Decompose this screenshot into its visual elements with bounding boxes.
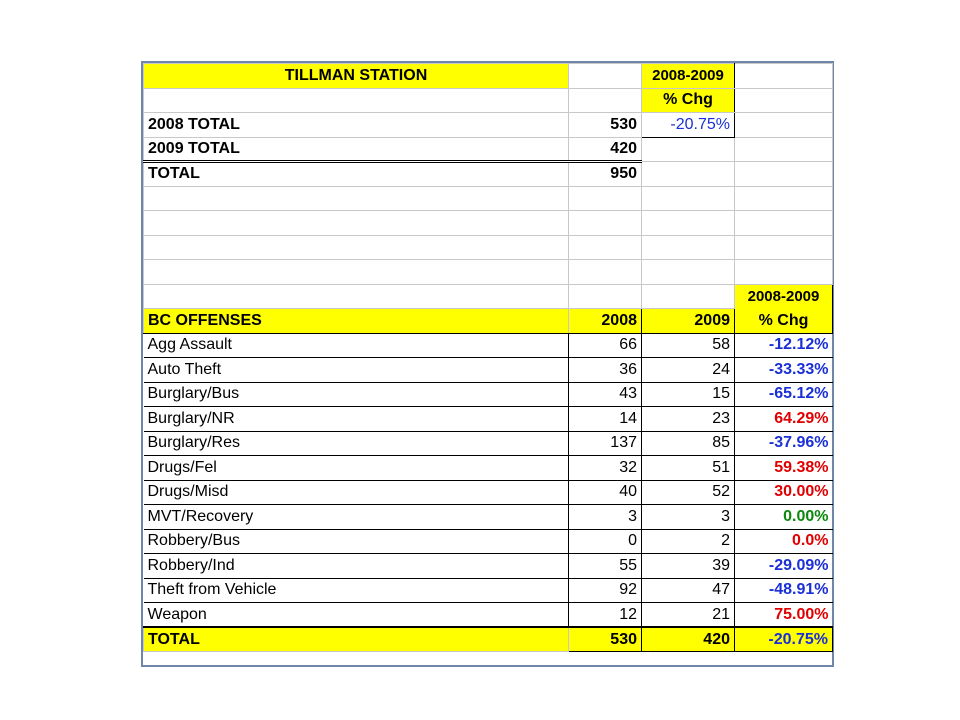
offenses-total-label[interactable]: TOTAL — [144, 627, 569, 652]
summary-header-row-2 — [144, 88, 833, 113]
offenses-col-2009[interactable]: 2009 — [642, 309, 735, 334]
summary-label[interactable]: 2008 TOTAL — [144, 113, 569, 138]
offense-2008[interactable]: 14 — [569, 407, 642, 432]
offense-name[interactable]: Auto Theft — [144, 358, 569, 383]
summary-value[interactable]: 530 — [569, 113, 642, 138]
offense-name[interactable]: Robbery/Ind — [144, 554, 569, 579]
offense-2009[interactable]: 85 — [642, 431, 735, 456]
offenses-pct-header-1[interactable]: 2008-2009 — [735, 284, 833, 309]
empty-cell[interactable] — [144, 284, 569, 309]
offense-pct[interactable]: -48.91% — [735, 578, 833, 603]
offense-2008[interactable]: 43 — [569, 382, 642, 407]
summary-pct[interactable]: -20.75% — [642, 113, 735, 138]
empty-cell[interactable] — [735, 235, 833, 260]
offense-pct[interactable]: 64.29% — [735, 407, 833, 432]
station-table — [143, 63, 833, 652]
empty-cell[interactable] — [569, 88, 642, 113]
empty-cell[interactable] — [735, 88, 833, 113]
offense-2008[interactable]: 0 — [569, 529, 642, 554]
offense-2009[interactable]: 39 — [642, 554, 735, 579]
offense-name[interactable]: Drugs/Misd — [144, 480, 569, 505]
offenses-total-2009[interactable]: 420 — [642, 627, 735, 652]
offense-rows — [144, 333, 833, 627]
offense-2009[interactable]: 23 — [642, 407, 735, 432]
offense-row — [144, 382, 833, 407]
empty-cell[interactable] — [735, 64, 833, 89]
blank-row — [144, 211, 833, 236]
offense-row — [144, 529, 833, 554]
offense-name[interactable]: Burglary/NR — [144, 407, 569, 432]
summary-row-2009 — [144, 137, 833, 162]
station-title[interactable]: TILLMAN STATION — [144, 64, 569, 89]
offenses-col-label[interactable]: BC OFFENSES — [144, 309, 569, 334]
empty-cell[interactable] — [735, 186, 833, 211]
offense-2008[interactable]: 3 — [569, 505, 642, 530]
offense-name[interactable]: Burglary/Bus — [144, 382, 569, 407]
empty-cell[interactable] — [144, 235, 569, 260]
empty-cell[interactable] — [569, 260, 642, 285]
offense-name[interactable]: Drugs/Fel — [144, 456, 569, 481]
offense-pct[interactable]: -29.09% — [735, 554, 833, 579]
empty-cell[interactable] — [569, 284, 642, 309]
summary-pct-header-1[interactable]: 2008-2009 — [642, 64, 735, 89]
empty-cell[interactable] — [144, 186, 569, 211]
offenses-pct-header-2[interactable]: % Chg — [735, 309, 833, 334]
offense-name[interactable]: Agg Assault — [144, 333, 569, 358]
offense-pct[interactable]: -65.12% — [735, 382, 833, 407]
summary-header-row — [144, 64, 833, 89]
offense-2009[interactable]: 15 — [642, 382, 735, 407]
offense-pct[interactable]: 59.38% — [735, 456, 833, 481]
offense-2008[interactable]: 36 — [569, 358, 642, 383]
offense-2008[interactable]: 92 — [569, 578, 642, 603]
empty-cell[interactable] — [642, 260, 735, 285]
offense-pct[interactable]: 30.00% — [735, 480, 833, 505]
offense-2009[interactable]: 21 — [642, 603, 735, 628]
offense-pct[interactable]: 0.0% — [735, 529, 833, 554]
blank-row — [144, 235, 833, 260]
empty-cell[interactable] — [569, 235, 642, 260]
blank-row — [144, 260, 833, 285]
offense-row — [144, 578, 833, 603]
empty-cell[interactable] — [642, 284, 735, 309]
empty-cell[interactable] — [569, 211, 642, 236]
empty-cell[interactable] — [569, 186, 642, 211]
summary-value[interactable]: 420 — [569, 137, 642, 162]
offenses-total-2008[interactable]: 530 — [569, 627, 642, 652]
blank-row — [144, 186, 833, 211]
empty-cell[interactable] — [144, 260, 569, 285]
offense-2009[interactable]: 51 — [642, 456, 735, 481]
summary-pct[interactable] — [642, 162, 735, 187]
empty-cell[interactable] — [144, 211, 569, 236]
offense-2009[interactable]: 47 — [642, 578, 735, 603]
summary-pct[interactable] — [642, 137, 735, 162]
offense-pct[interactable]: -12.12% — [735, 333, 833, 358]
empty-cell[interactable] — [144, 88, 569, 113]
offense-name[interactable]: Weapon — [144, 603, 569, 628]
summary-pct-header-2[interactable]: % Chg — [642, 88, 735, 113]
offense-2009[interactable]: 24 — [642, 358, 735, 383]
offense-name[interactable]: MVT/Recovery — [144, 505, 569, 530]
offense-name[interactable]: Theft from Vehicle — [144, 578, 569, 603]
offense-row — [144, 333, 833, 358]
empty-cell[interactable] — [642, 186, 735, 211]
summary-row-2008 — [144, 113, 833, 138]
offense-pct[interactable]: -33.33% — [735, 358, 833, 383]
offense-pct[interactable]: -37.96% — [735, 431, 833, 456]
offense-row — [144, 505, 833, 530]
offense-row — [144, 456, 833, 481]
offense-row — [144, 407, 833, 432]
offense-row — [144, 431, 833, 456]
offense-pct[interactable]: 75.00% — [735, 603, 833, 628]
offense-2009[interactable]: 2 — [642, 529, 735, 554]
offense-row — [144, 480, 833, 505]
summary-row-total — [144, 162, 833, 187]
offense-2008[interactable]: 55 — [569, 554, 642, 579]
offenses-header-row — [144, 309, 833, 334]
empty-cell[interactable] — [735, 211, 833, 236]
offense-2008[interactable]: 12 — [569, 603, 642, 628]
offense-2009[interactable]: 52 — [642, 480, 735, 505]
offense-2008[interactable]: 32 — [569, 456, 642, 481]
offense-name[interactable]: Robbery/Bus — [144, 529, 569, 554]
empty-cell[interactable] — [735, 162, 833, 187]
summary-value[interactable]: 950 — [569, 162, 642, 187]
empty-cell[interactable] — [735, 113, 833, 138]
offense-2008[interactable]: 66 — [569, 333, 642, 358]
offense-pct[interactable]: 0.00% — [735, 505, 833, 530]
summary-label[interactable]: 2009 TOTAL — [144, 137, 569, 162]
offenses-total-pct[interactable]: -20.75% — [735, 627, 833, 652]
offenses-col-2008[interactable]: 2008 — [569, 309, 642, 334]
offense-row — [144, 554, 833, 579]
spreadsheet-frame — [141, 61, 834, 667]
empty-cell[interactable] — [642, 235, 735, 260]
empty-cell[interactable] — [642, 211, 735, 236]
offense-2008[interactable]: 137 — [569, 431, 642, 456]
offense-2008[interactable]: 40 — [569, 480, 642, 505]
summary-label[interactable]: TOTAL — [144, 162, 569, 187]
offense-2009[interactable]: 58 — [642, 333, 735, 358]
offense-row — [144, 603, 833, 628]
empty-cell[interactable] — [735, 260, 833, 285]
empty-cell[interactable] — [735, 137, 833, 162]
offenses-pct-header-row — [144, 284, 833, 309]
offense-name[interactable]: Burglary/Res — [144, 431, 569, 456]
empty-cell[interactable] — [569, 64, 642, 89]
offense-row — [144, 358, 833, 383]
offense-2009[interactable]: 3 — [642, 505, 735, 530]
offenses-total-row — [144, 627, 833, 652]
